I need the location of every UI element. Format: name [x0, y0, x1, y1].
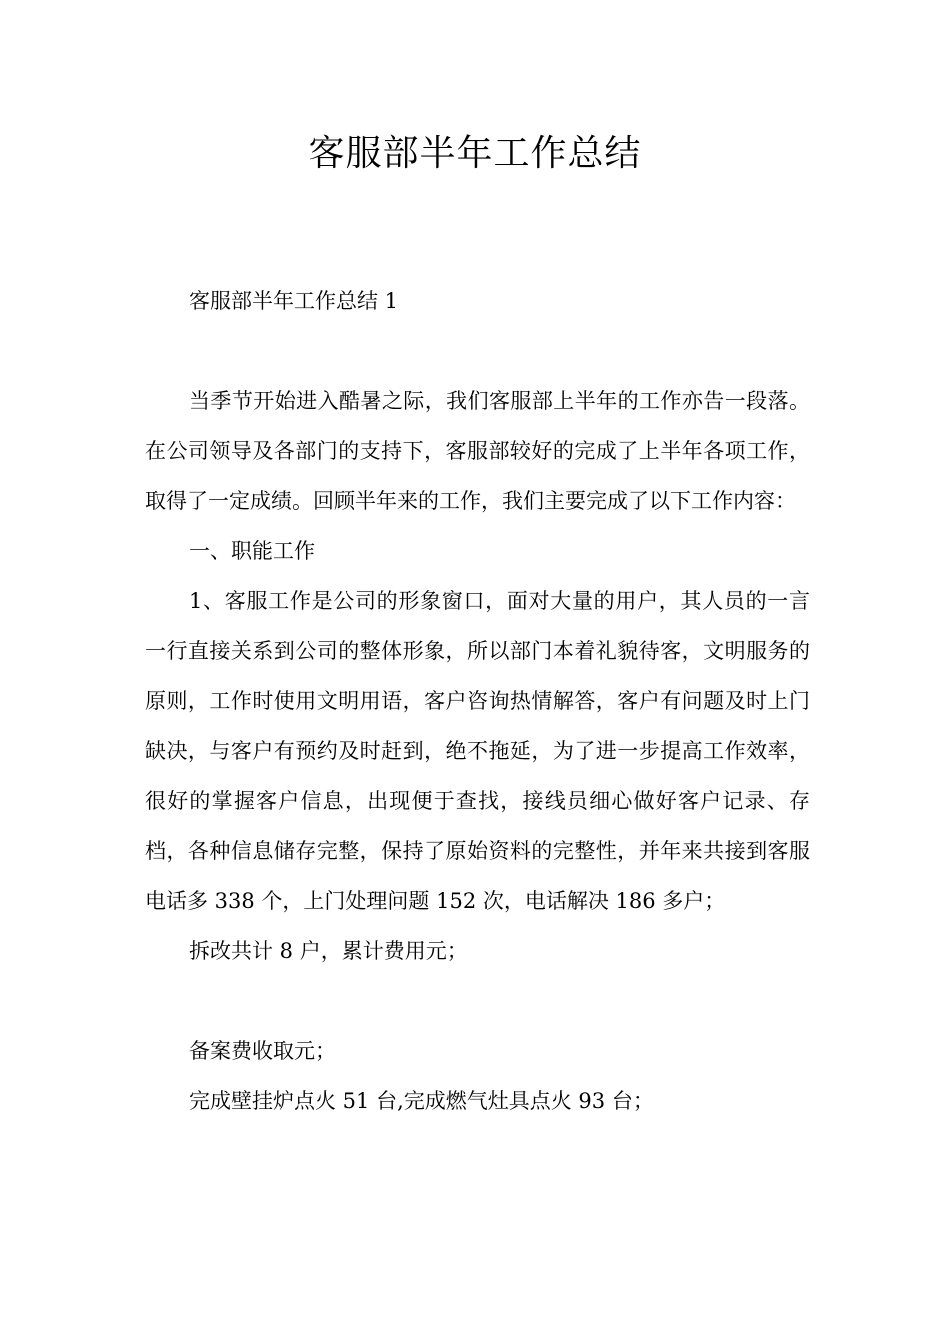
- paragraph-filing-fee: 备案费收取元；: [189, 1039, 336, 1063]
- section-heading: 客服部半年工作总结 1: [189, 289, 399, 313]
- paragraph-renovation: 拆改共计 8 户，累计费用元；: [189, 939, 468, 963]
- paragraph-intro: 当季节开始进入酷暑之际，我们客服部上半年的工作亦告一段落。在公司领导及各部门的支持下，客服部较好的完成了上半年各项工作，取得了一定成绩。回顾半年来的工作，我们主要完成了以下工作内容：: [145, 389, 810, 513]
- paragraph-ignition: 完成壁挂炉点火 51 台,完成燃气灶具点火 93 台；: [189, 1089, 654, 1113]
- document-title: 客服部半年工作总结: [308, 133, 642, 174]
- document-body: [145, 376, 810, 1126]
- paragraph-item-1: 1、客服工作是公司的形象窗口，面对大量的用户，其人员的一言一行直接关系到公司的整体形象，所以部门本着礼貌待客，文明服务的原则，工作时使用文明用语，客户咨询热情解答，客户有问题及时上门缺决，与客户有预约及时赶到，绝不拖延，为了进一步提高工作效率，很好的掌握客户信息，出现便于查找，接线员细心做好客户记录、存档，各种信息储存完整，保持了原始资料的完整性，并年来共接到客服电话多 338 个，上门处理问题 152 次，电话解决 186 多户；: [145, 589, 810, 913]
- paragraph-section-title: 一、职能工作: [189, 539, 315, 563]
